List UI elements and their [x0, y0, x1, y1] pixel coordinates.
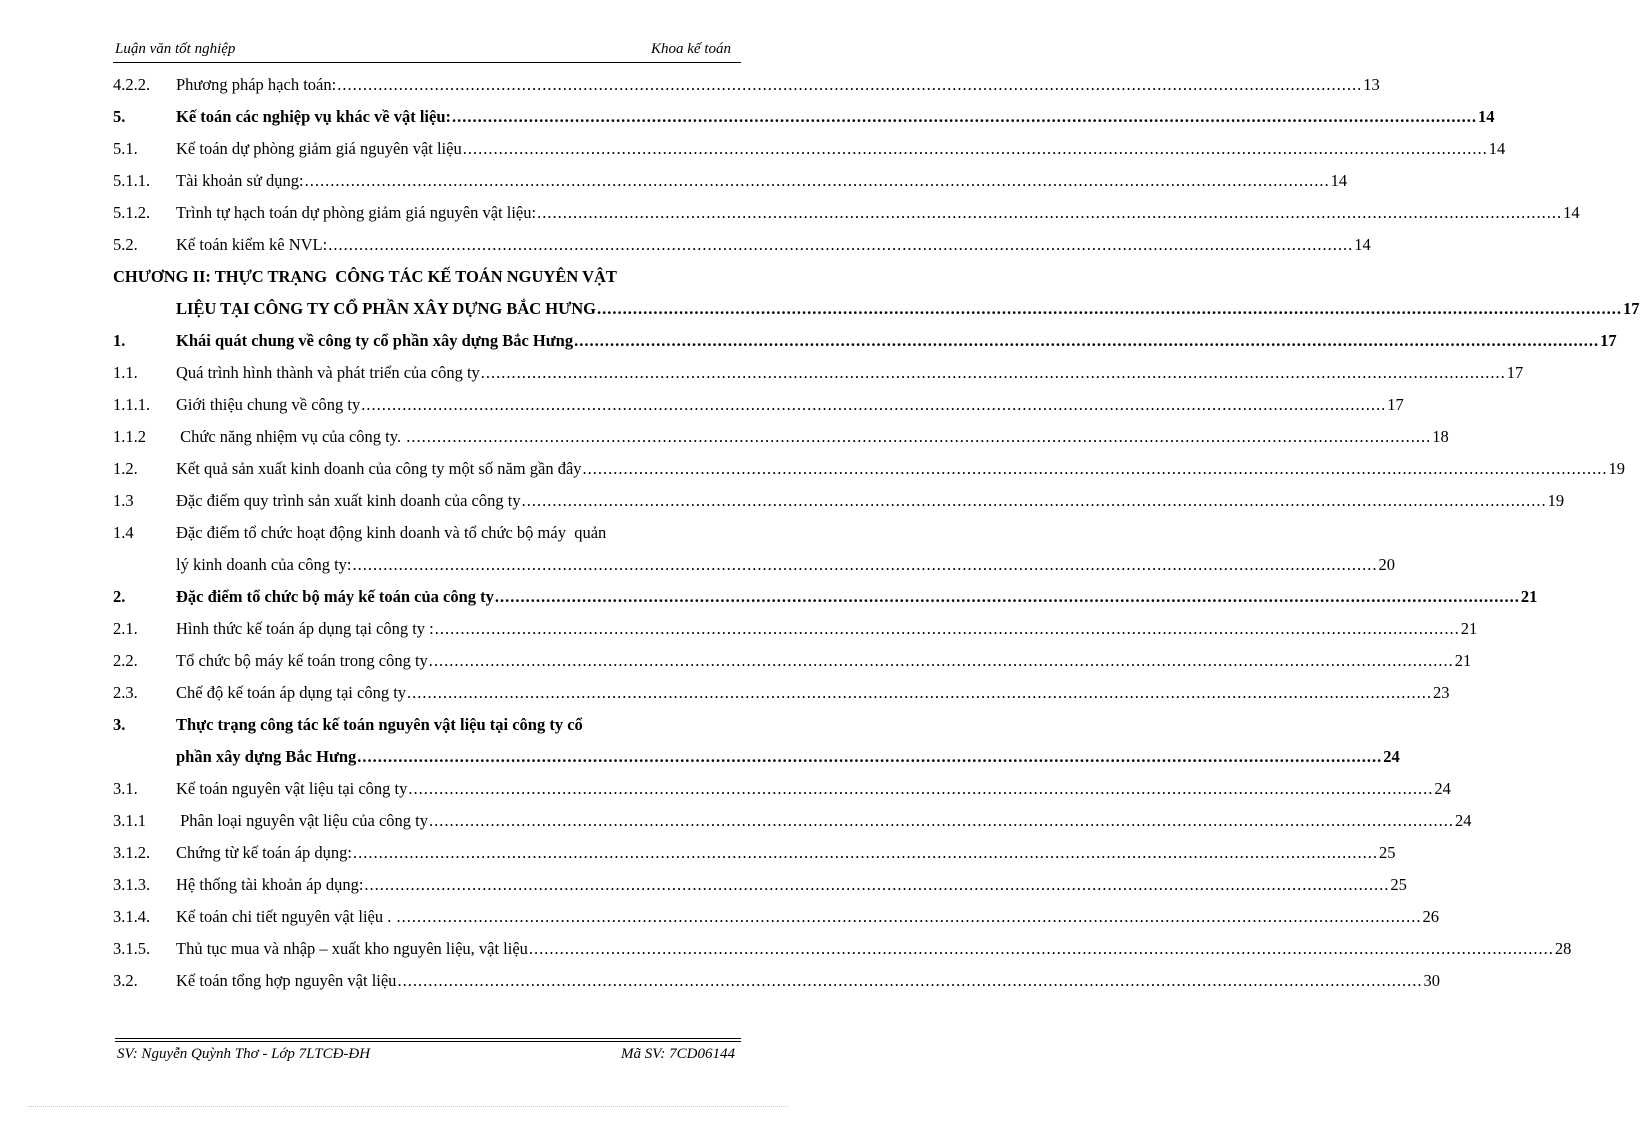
toc-leader-dots: ........................................................................................................................................................................................................	[396, 907, 1422, 926]
toc-leader-dots: ........................................................................................................................................................................................................	[574, 331, 1600, 350]
toc-entry	[176, 741, 1400, 773]
toc-row	[113, 229, 1371, 261]
toc-row	[113, 293, 1640, 325]
toc-leader-dots: ........................................................................................................................................................................................................	[397, 971, 1423, 990]
toc-title: Kế toán dự phòng giảm giá nguyên vật liệu	[176, 139, 462, 158]
toc-number: 3.1.	[113, 779, 138, 798]
toc-row	[113, 101, 1495, 133]
toc-title: Trình tự hạch toán dự phòng giảm giá nguyên vật liệu:	[176, 203, 537, 222]
toc-row	[113, 165, 1348, 197]
toc-page-number: 25	[1379, 843, 1396, 862]
toc-leader-dots: ........................................................................................................................................................................................................	[494, 587, 1520, 606]
header-right-text: Khoa kế toán	[651, 41, 731, 57]
toc-row	[113, 133, 1506, 165]
toc-entry	[113, 261, 741, 293]
toc-leader-dots: ........................................................................................................................................................................................................	[364, 875, 1390, 894]
toc-page-number: 21	[1460, 619, 1478, 638]
toc-leader-dots: ........................................................................................................................................................................................................	[406, 427, 1432, 446]
header-rule	[113, 62, 741, 63]
toc-entry	[176, 165, 1348, 197]
page-edge-dotted-line	[28, 1106, 788, 1107]
toc-page-number: 21	[1520, 587, 1538, 606]
toc-number: 1.4	[113, 523, 134, 542]
toc-title: Kế toán kiểm kê NVL:	[176, 235, 328, 254]
toc-page-number: 28	[1554, 939, 1572, 958]
toc-leader-dots: ........................................................................................................................................................................................................	[357, 747, 1383, 766]
toc-leader-dots: ........................................................................................................................................................................................................	[304, 171, 1330, 190]
toc-row	[113, 581, 1538, 613]
toc-leader-dots: ........................................................................................................................................................................................................	[352, 555, 1378, 574]
toc-page-number: 14	[1563, 203, 1580, 222]
toc-title: Đặc điểm tổ chức bộ máy kế toán của công ty	[176, 587, 494, 606]
toc-number: 3.2.	[113, 971, 138, 990]
toc-entry	[176, 581, 1538, 613]
toc-title: Giới thiệu chung về công ty	[176, 395, 361, 414]
toc-page-number: 24	[1455, 811, 1472, 830]
toc-title: Thực trạng công tác kế toán nguyên vật liệu tại công ty cổ	[176, 715, 583, 734]
toc-leader-dots: ........................................................................................................................................................................................................	[582, 459, 1608, 478]
toc-row	[113, 261, 741, 293]
toc-page-number: 21	[1454, 651, 1472, 670]
toc-row	[113, 805, 1472, 837]
toc-title: Kế toán tổng hợp nguyên vật liệu	[176, 971, 397, 990]
toc-entry	[176, 549, 1396, 581]
toc-number: 1.2.	[113, 459, 138, 478]
toc-leader-dots: ........................................................................................................................................................................................................	[434, 619, 1460, 638]
toc-leader-dots: ........................................................................................................................................................................................................	[462, 139, 1488, 158]
toc-entry	[176, 677, 1450, 709]
toc-leader-dots: ........................................................................................................................................................................................................	[429, 811, 1455, 830]
toc-number: 3.1.1	[113, 811, 146, 830]
toc-number: 3.	[113, 715, 126, 734]
toc-page-number: 19	[1547, 491, 1565, 510]
toc-title: Chế độ kế toán áp dụng tại công ty	[176, 683, 407, 702]
toc-row	[113, 613, 1478, 645]
toc-leader-dots: ........................................................................................................................................................................................................	[597, 299, 1623, 318]
toc-row	[113, 325, 1617, 357]
toc-number: 2.2.	[113, 651, 138, 670]
toc-title: LIỆU TẠI CÔNG TY CỔ PHẦN XÂY DỰNG BẮC HƯNG	[176, 299, 597, 318]
toc-leader-dots: ........................................................................................................................................................................................................	[537, 203, 1563, 222]
toc-entry	[176, 229, 1371, 261]
toc-title: Đặc điểm tổ chức hoạt động kinh doanh và tổ chức bộ máy quản	[176, 523, 607, 542]
toc-title: phần xây dựng Bắc Hưng	[176, 747, 357, 766]
toc-number: 5.1.1.	[113, 171, 151, 190]
toc-entry	[176, 805, 1472, 837]
footer-rule-top	[115, 1038, 741, 1039]
toc-page-number: 14	[1488, 139, 1506, 158]
toc-title: Thủ tục mua và nhập – xuất kho nguyên liệu, vật liệu	[176, 939, 528, 958]
toc-entry	[176, 613, 1478, 645]
toc-title: Kế toán chi tiết nguyên vật liệu .	[176, 907, 396, 926]
toc-page-number: 13	[1363, 75, 1380, 94]
toc-row	[113, 741, 1400, 773]
page-footer	[115, 1045, 741, 1065]
toc-row	[113, 709, 741, 741]
toc-entry	[176, 101, 1495, 133]
toc-number: 1.1.1.	[113, 395, 151, 414]
toc-leader-dots: ........................................................................................................................................................................................................	[480, 363, 1506, 382]
toc-row	[113, 517, 741, 549]
toc-page-number: 26	[1422, 907, 1439, 926]
toc-entry	[176, 773, 1451, 805]
toc-row	[113, 837, 1396, 869]
toc-title: Đặc điểm quy trình sản xuất kinh doanh của công ty	[176, 491, 521, 510]
toc-number: 3.1.5.	[113, 939, 151, 958]
header-left-text: Luận văn tốt nghiệp	[115, 41, 236, 57]
toc-title: Kế toán các nghiệp vụ khác về vật liệu:	[176, 107, 451, 126]
toc-row	[113, 549, 1396, 581]
toc-number: 1.1.2	[113, 427, 146, 446]
toc-number: 2.	[113, 587, 126, 606]
toc-number: 5.2.	[113, 235, 138, 254]
toc-leader-dots: ........................................................................................................................................................................................................	[521, 491, 1547, 510]
toc-row	[113, 453, 1626, 485]
toc-title: lý kinh doanh của công ty:	[176, 555, 352, 574]
toc-number: 4.2.2.	[113, 75, 151, 94]
toc-page-number: 18	[1432, 427, 1449, 446]
toc-page-number: 20	[1378, 555, 1396, 574]
toc-title: Phân loại nguyên vật liệu của công ty	[176, 811, 429, 830]
toc-row	[113, 677, 1450, 709]
toc-title: Hệ thống tài khoản áp dụng:	[176, 875, 364, 894]
toc-row	[113, 965, 1440, 997]
toc-title: Tài khoản sử dụng:	[176, 171, 304, 190]
toc-row	[113, 485, 1565, 517]
toc-page-number: 17	[1600, 331, 1617, 350]
toc-page-number: 24	[1383, 747, 1400, 766]
toc-entry	[176, 933, 1572, 965]
toc-number: 5.1.2.	[113, 203, 151, 222]
toc-entry	[176, 517, 741, 549]
toc-entry	[176, 293, 1640, 325]
toc-number: 3.1.3.	[113, 875, 151, 894]
toc-entry	[176, 197, 1580, 229]
toc-entry	[176, 389, 1404, 421]
toc-page-number: 17	[1623, 299, 1640, 318]
toc-entry	[176, 133, 1506, 165]
toc-page-number: 19	[1608, 459, 1626, 478]
toc-entry	[176, 869, 1407, 901]
toc-number: 3.1.4.	[113, 907, 151, 926]
toc-leader-dots: ........................................................................................................................................................................................................	[407, 683, 1433, 702]
toc-title: Khái quát chung về công ty cổ phần xây dựng Bắc Hưng	[176, 331, 574, 350]
page-header	[113, 40, 739, 60]
toc-page-number: 14	[1330, 171, 1348, 190]
toc-number: 2.1.	[113, 619, 138, 638]
toc-row	[113, 389, 1404, 421]
toc-row	[113, 645, 1472, 677]
toc-row	[113, 901, 1439, 933]
toc-number: 5.	[113, 107, 126, 126]
toc-page-number: 14	[1354, 235, 1371, 254]
toc-leader-dots: ........................................................................................................................................................................................................	[408, 779, 1434, 798]
toc-page-number: 17	[1506, 363, 1524, 382]
toc-title: CHƯƠNG II: THỰC TRẠNG CÔNG TÁC KẾ TOÁN NGUYÊN VẬT	[113, 267, 617, 286]
toc-number: 3.1.2.	[113, 843, 151, 862]
toc-page-number: 24	[1434, 779, 1451, 798]
toc-page-number: 25	[1390, 875, 1407, 894]
toc-row	[113, 197, 1580, 229]
toc-title: Chứng từ kế toán áp dụng:	[176, 843, 352, 862]
toc-entry	[176, 453, 1626, 485]
toc-leader-dots: ........................................................................................................................................................................................................	[337, 75, 1363, 94]
toc-entry	[176, 965, 1440, 997]
toc-row	[113, 421, 1449, 453]
toc-row	[113, 869, 1407, 901]
toc-entry	[176, 421, 1449, 453]
toc-title: Phương pháp hạch toán:	[176, 75, 337, 94]
toc-entry	[176, 901, 1439, 933]
toc-number: 1.3	[113, 491, 134, 510]
toc-entry	[176, 69, 1380, 101]
toc-title: Chức năng nhiệm vụ của công ty.	[176, 427, 406, 446]
toc-page-number: 30	[1423, 971, 1440, 990]
toc-entry	[176, 645, 1472, 677]
footer-rule-bottom	[115, 1041, 741, 1042]
toc-leader-dots: ........................................................................................................................................................................................................	[361, 395, 1387, 414]
toc-page-number: 14	[1478, 107, 1495, 126]
toc-number: 1.1.	[113, 363, 138, 382]
toc-title: Tổ chức bộ máy kế toán trong công ty	[176, 651, 428, 670]
toc-entry	[176, 357, 1524, 389]
toc-row	[113, 933, 1572, 965]
toc-leader-dots: ........................................................................................................................................................................................................	[528, 939, 1554, 958]
toc-entry	[176, 837, 1396, 869]
toc-row	[113, 69, 1380, 101]
toc-leader-dots: ........................................................................................................................................................................................................	[353, 843, 1378, 862]
toc-page-number: 17	[1387, 395, 1404, 414]
toc-leader-dots: ........................................................................................................................................................................................................	[452, 107, 1477, 126]
toc-entry	[176, 485, 1565, 517]
footer-student-id: Mã SV: 7CD06144	[620, 1046, 735, 1062]
toc-entry	[176, 325, 1617, 357]
toc-number: 1.	[113, 331, 126, 350]
toc-page-number: 23	[1433, 683, 1450, 702]
toc-entry	[176, 709, 741, 741]
toc-number: 2.3.	[113, 683, 138, 702]
toc-number: 5.1.	[113, 139, 138, 158]
toc-row	[113, 357, 1524, 389]
toc-title: Quá trình hình thành và phát triển của công ty	[176, 363, 480, 382]
toc-row	[113, 773, 1451, 805]
footer-student-info: SV: Nguyễn Quỳnh Thơ - Lớp 7LTCĐ-ĐH	[117, 1046, 371, 1062]
toc-leader-dots: ........................................................................................................................................................................................................	[328, 235, 1354, 254]
toc-title: Hình thức kế toán áp dụng tại công ty :	[176, 619, 434, 638]
toc-title: Kế toán nguyên vật liệu tại công ty	[176, 779, 408, 798]
toc-title: Kết quả sản xuất kinh doanh của công ty một số năm gần đây	[176, 459, 582, 478]
toc-leader-dots: ........................................................................................................................................................................................................	[428, 651, 1454, 670]
